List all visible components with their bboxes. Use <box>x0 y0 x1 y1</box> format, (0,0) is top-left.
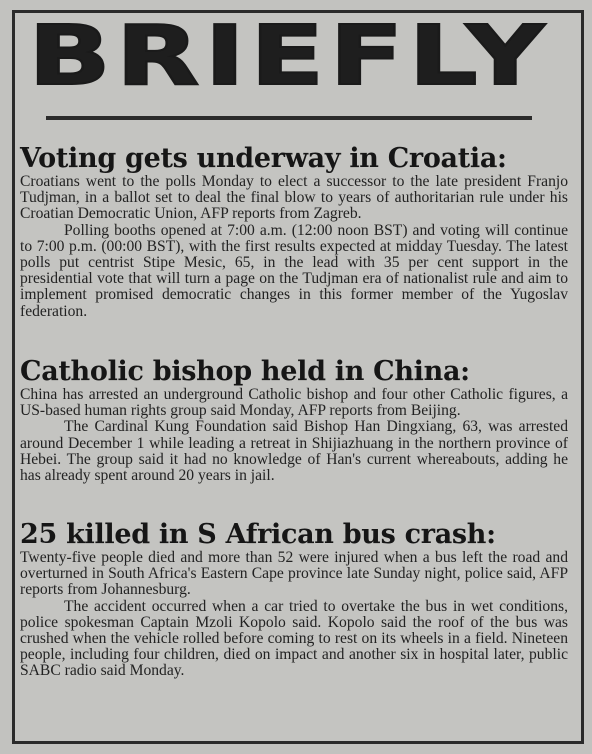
article-paragraph: Twenty-five people died and more than 52 were injured when a bus left the road and overturned in South Africa's Eastern Cape province late Sunday night, police said, AFP reports from Johannesburg. <box>20 549 568 599</box>
article-china-bishop <box>20 357 568 484</box>
masthead-title: BRIEFLY <box>28 9 550 104</box>
article-paragraph: Croatians went to the polls Monday to elect a successor to the late president Franjo Tudjman, in a ballot set to deal the final blow to years of authoritarian rule under his Croatian Democratic Union, AFP reports from Zagreb. <box>20 173 568 223</box>
article-paragraph: China has arrested an underground Catholic bishop and four other Catholic figures, a US-based human rights group said Monday, AFP reports from Beijing. <box>20 386 568 420</box>
article-headline: 25 killed in S African bus crash: <box>20 519 496 550</box>
article-headline: Voting gets underway in Croatia: <box>20 143 507 174</box>
article-bus-crash <box>20 520 568 680</box>
article-headline: Catholic bishop held in China: <box>20 356 470 387</box>
article-paragraph: Polling booths opened at 7:00 a.m. (12:00 noon BST) and voting will continue to 7:00 p.m. (00:00 BST), with the first results expected at midday Tuesday. The latest polls put centrist Stipe Mesic, 65, in the lead with 35 per cent support in the presidential vote that will turn a page on the Tudjman era of nationalist rule and aim to implement promised democratic changes in this former member of the Yugoslav federation. <box>20 221 568 320</box>
article-paragraph: The Cardinal Kung Foundation said Bishop Han Dingxiang, 63, was arrested around December 1 while leading a retreat in Shijiazhuang in the northern province of Hebei. The group said it had no knowledge of Han's current whereabouts, adding he has already spent around 20 years in jail. <box>20 418 568 485</box>
article-paragraph: The accident occurred when a car tried to overtake the bus in wet conditions, police spokesman Captain Mzoli Kopolo said. Kopolo said the roof of the bus was crushed when the vehicle rolled before coming to rest on its wheels in a field. Nineteen people, including four children, died on impact and another six in hospital later, public SABC radio said Monday. <box>20 597 568 680</box>
masthead-rule <box>46 116 532 120</box>
article-croatia-voting <box>20 144 568 320</box>
